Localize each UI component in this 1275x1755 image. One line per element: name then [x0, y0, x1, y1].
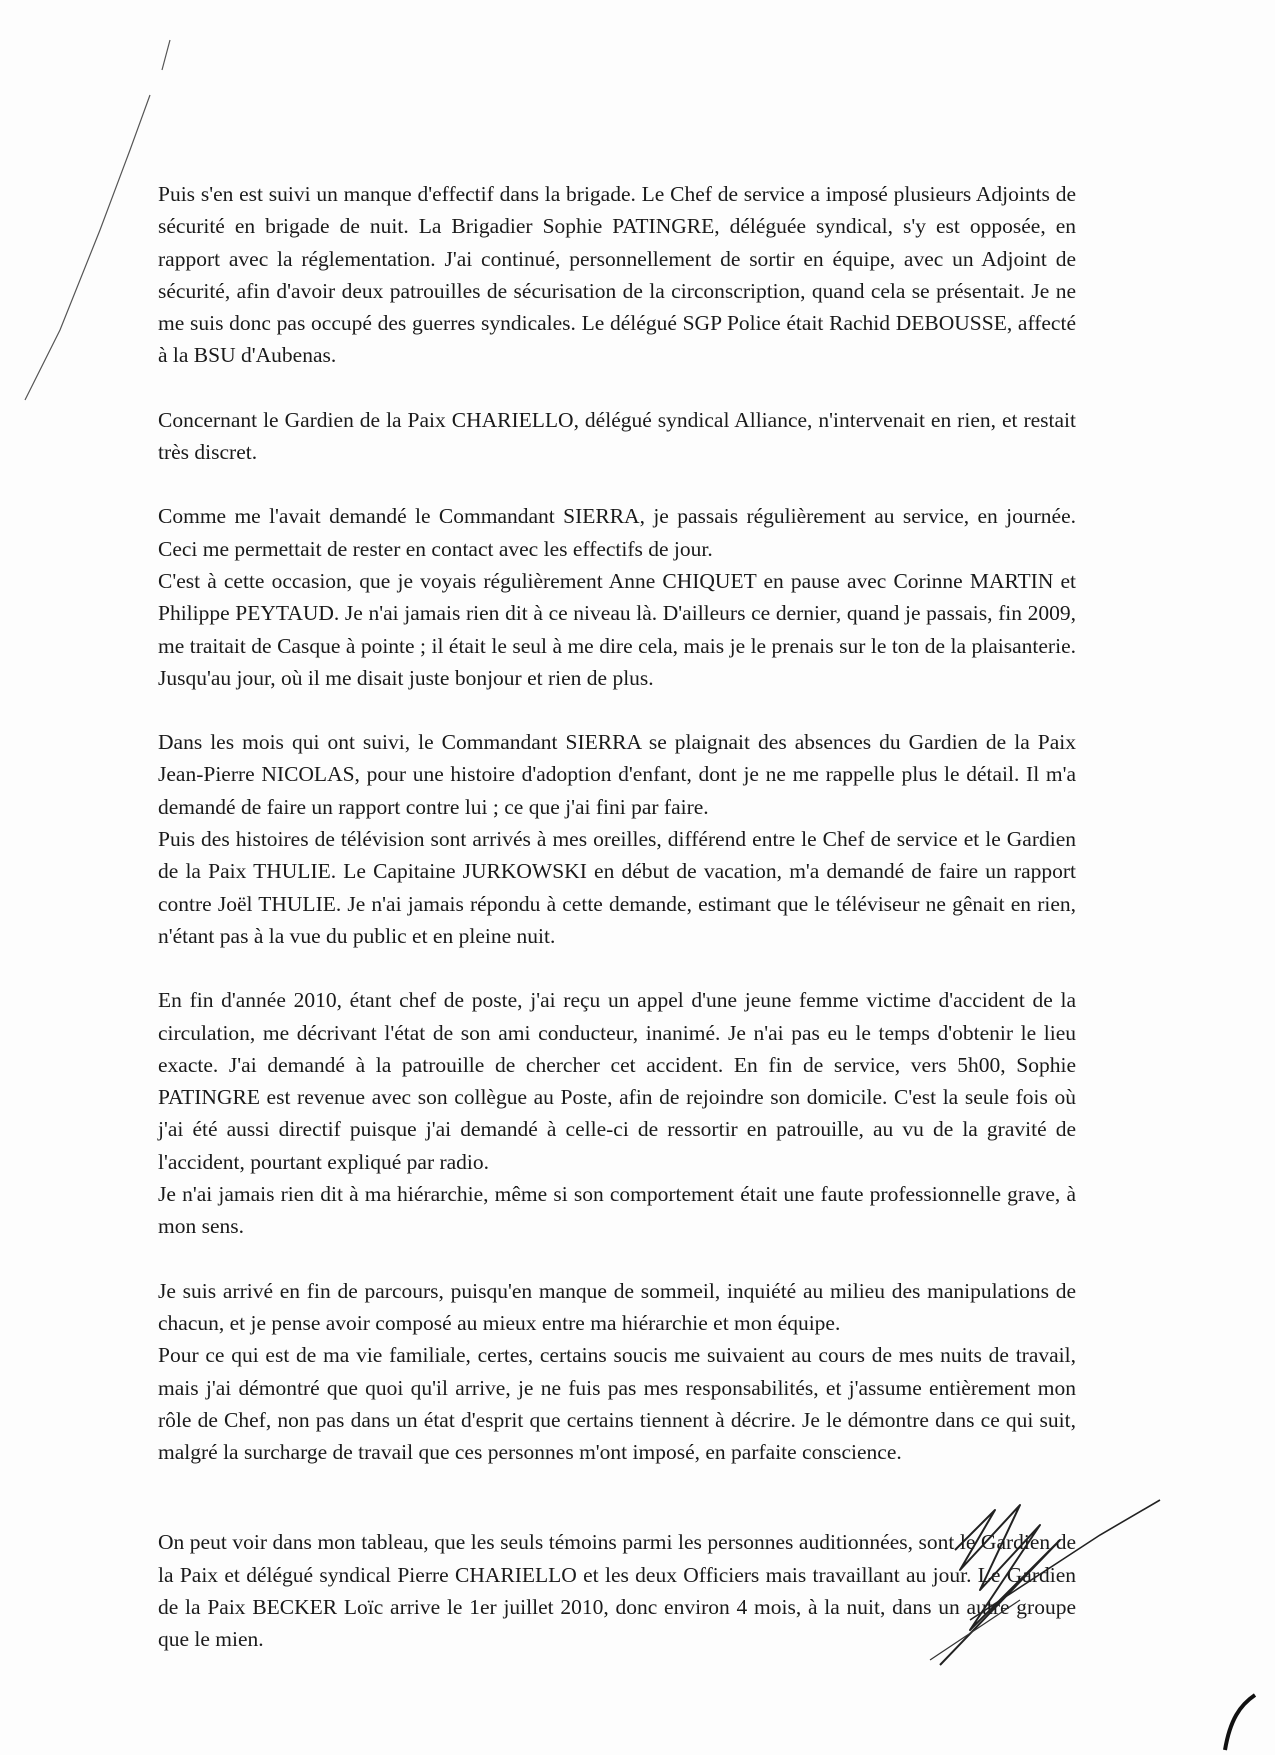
signature-icon: [900, 1480, 1200, 1670]
paragraph-1: Puis s'en est suivi un manque d'effectif dans la brigade. Le Chef de service a imposé plusieurs Adjoints de sécurité en brigade de nuit. La Brigadier Sophie PATINGRE, déléguée syndical, s'y est opposée, en rapport avec la réglementation. J'ai continué, personnellement de sortir en équipe, avec un Adjoint de sécurité, afin d'avoir deux patrouilles de sécurisation de la circonscription, quand cela se présentait. Je ne me suis donc pas occupé des guerres syndicales. Le délégué SGP Police était Rachid DEBOUSSE, affecté à la BSU d'Aubenas.: [158, 182, 1076, 368]
paragraph-2: Concernant le Gardien de la Paix CHARIELLO, délégué syndical Alliance, n'intervenait en rien, et restait très discret.: [158, 407, 1076, 465]
paragraph-3: Comme me l'avait demandé le Commandant SIERRA, je passais régulièrement au service, en journée. Ceci me permettait de rester en contact avec les effectifs de jour.: [158, 504, 1076, 561]
paragraph-4: C'est à cette occasion, que je voyais régulièrement Anne CHIQUET en pause avec Corinne MARTIN et Philippe PEYTAUD. Je n'ai jamais rien dit à ce niveau là. D'ailleurs ce dernier, quand je passais, fin 2009, me traitait de Casque à pointe ; il était le seul à me dire cela, mais je le prenais sur le ton de la plaisanterie. Jusqu'au jour, où il me disait juste bonjour et rien de plus.: [158, 568, 1076, 690]
paragraph-5: Dans les mois qui ont suivi, le Commandant SIERRA se plaignait des absences du Gardien de la Paix Jean-Pierre NICOLAS, pour une histoire d'adoption d'enfant, dont je ne me rappelle plus le détail. Il m'a demandé de faire un rapport contre lui ; ce que j'ai fini par faire.: [158, 730, 1076, 819]
letter-body: [158, 178, 1076, 1656]
paragraph-11: On peut voir dans mon tableau, que les seuls témoins parmi les personnes auditionnées, sont le Gardien de la Paix et délégué syndical Pierre CHARIELLO et les deux Officiers mais travaillant au jour. Le Gardien de la Paix BECKER Loïc arrive le 1er juillet 2010, donc environ 4 mois, à la nuit, dans un autre groupe que le mien.: [158, 1530, 1076, 1652]
scan-corner-mark-icon: [1210, 1690, 1270, 1755]
paragraph-6: Puis des histoires de télévision sont arrivés à mes oreilles, différend entre le Chef de service et le Gardien de la Paix THULIE. Le Capitaine JURKOWSKI en début de vacation, m'a demandé de faire un rapport contre Joël THULIE. Je n'ai jamais répondu à cette demande, estimant que le téléviseur ne gênait en rien, n'étant pas à la vue du public et en pleine nuit.: [158, 827, 1076, 948]
paragraph-9: Je suis arrivé en fin de parcours, puisqu'en manque de sommeil, inquiété au milieu des manipulations de chacun, et je pense avoir composé au mieux entre ma hiérarchie et mon équipe.: [158, 1278, 1076, 1335]
paragraph-8: Je n'ai jamais rien dit à ma hiérarchie, même si son comportement était une faute professionnelle grave, à mon sens.: [158, 1182, 1076, 1239]
paragraph-10: Pour ce qui est de ma vie familiale, certes, certains soucis me suivaient au cours de mes nuits de travail, mais j'ai démontré que quoi qu'il arrive, je ne fuis pas mes responsabilités, et j'assume entièrement mon rôle de Chef, non pas dans un état d'esprit que certains tiennent à décrire. Je le démontre dans ce qui suit, malgré la surcharge de travail que ces personnes m'ont imposé, en parfaite conscience.: [158, 1343, 1076, 1465]
paragraph-7: En fin d'année 2010, étant chef de poste, j'ai reçu un appel d'une jeune femme victime d'accident de la circulation, me décrivant l'état de son ami conducteur, inanimé. Je n'ai pas eu le temps d'obtenir le lieu exacte. J'ai demandé à la patrouille de chercher cet accident. En fin de service, vers 5h00, Sophie PATINGRE est revenue avec son collègue au Poste, afin de rejoindre son domicile. C'est la seule fois où j'ai été aussi directif puisque j'ai demandé à celle-ci de ressortir en patrouille, au vu de la gravité de l'accident, pourtant expliqué par radio.: [158, 988, 1076, 1174]
